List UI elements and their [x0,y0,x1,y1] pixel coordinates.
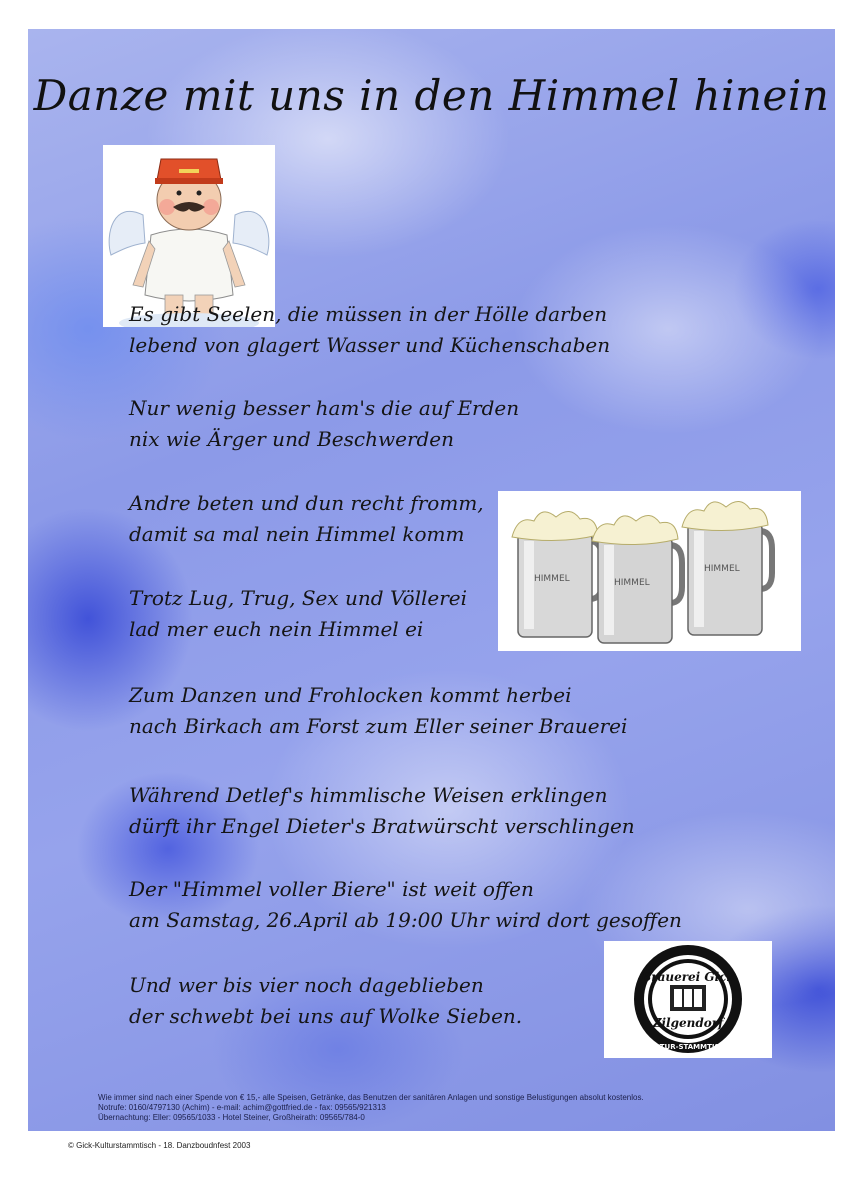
verse-line: am Samstag, 26.April ab 19:00 Uhr wird dort gesoffen [129,908,682,932]
poster-background [28,29,835,1131]
brewery-logo [604,941,772,1058]
mug-label: HIMMEL [614,578,650,588]
verse-line: Nur wenig besser ham's die auf Erden [129,396,520,420]
stanza-6 [129,780,729,842]
verse-line: Es gibt Seelen, die müssen in der Hölle darben [129,302,608,326]
logo-ring-text: KULTUR-STAMMTISCH [645,1043,731,1051]
verse-line: Während Detlef's himmlische Weisen erklingen [129,783,608,807]
mug-label: HIMMEL [704,564,740,574]
stanza-2 [129,393,729,455]
stanza-7 [129,874,729,936]
verse-line: der schwebt bei uns auf Wolke Sieben. [129,1004,523,1028]
verse-line: Der "Himmel voller Biere" ist weit offen [129,877,534,901]
verse-line: Andre beten und dun recht fromm, [129,491,484,515]
footer-line-donation: Wie immer sind nach einer Spende von € 15,- alle Speisen, Getränke, das Benutzen der sanitären Anlagen und sonstige Belustigungen absolut kostenlos. [98,1093,644,1102]
verse-line: dürft ihr Engel Dieter's Bratwürscht verschlingen [129,814,635,838]
verse-line: damit sa mal nein Himmel komm [129,522,465,546]
footer-line-contact: Notrufe: 0160/4797130 (Achim) - e-mail: achim@gottfried.de - fax: 09565/921313 [98,1103,386,1112]
footer-notes [98,1093,818,1123]
logo-top-text: Brauerei Gick [641,970,735,984]
stanza-1 [129,299,729,361]
page-title: Danze mit uns in den Himmel hinein [33,71,830,120]
verse-line: lad mer euch nein Himmel ei [129,617,424,641]
footer-line-lodging: Übernachtung: Eller: 09565/1033 - Hotel Steiner, Großheirath: 09565/784-0 [98,1113,365,1122]
verse-line: nix wie Ärger und Beschwerden [129,427,455,451]
verse-line: lebend von glagert Wasser und Küchenschaben [129,333,611,357]
mug-label: HIMMEL [534,574,570,584]
logo-bottom-text: Zilgendorf [652,1016,724,1030]
copyright-line: © Gick-Kulturstammtisch - 18. Danzboudnfest 2003 [68,1141,251,1150]
verse-line: Und wer bis vier noch dageblieben [129,973,484,997]
stanza-5 [129,680,729,742]
verse-line: Zum Danzen und Frohlocken kommt herbei [129,683,572,707]
beer-mugs-illustration [498,491,801,651]
verse-line: Trotz Lug, Trug, Sex und Völlerei [129,586,468,610]
verse-line: nach Birkach am Forst zum Eller seiner Brauerei [129,714,628,738]
